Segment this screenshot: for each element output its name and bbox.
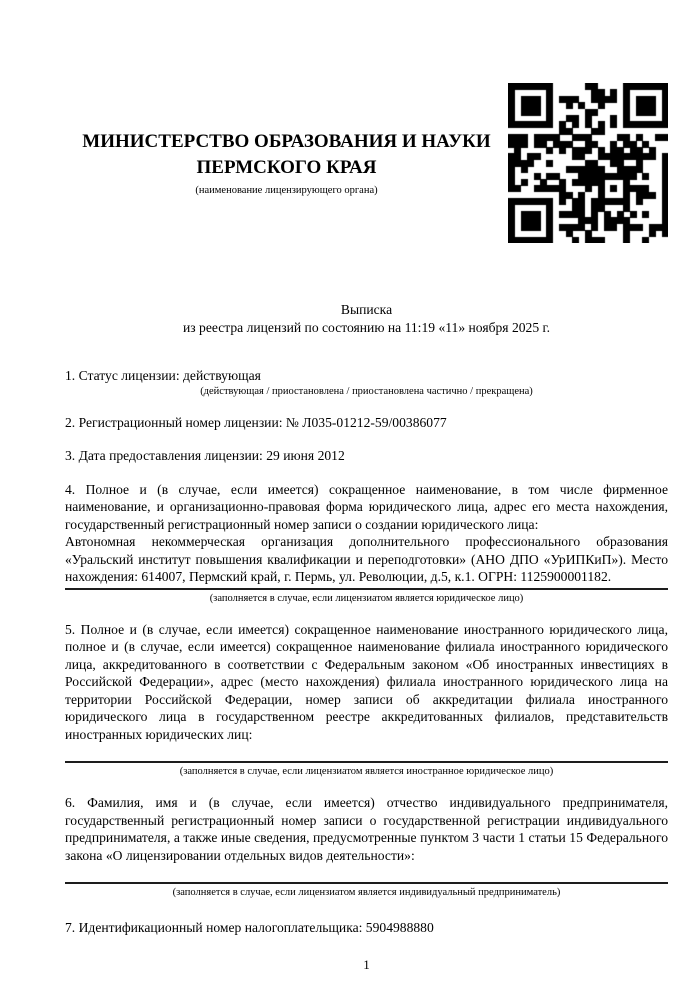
document-title-line1: Выписка <box>340 302 393 317</box>
item-grant-date: 3. Дата предоставления лицензии: 29 июня 2012 <box>65 448 345 463</box>
license-status-text: 1. Статус лицензии: действующая <box>65 368 261 383</box>
foreign-entity-note: (заполняется в случае, если лицензиатом является иностранное юридическое лицо) <box>179 766 554 777</box>
license-status-options-note: (действующая / приостановлена / приостановлена частично / прекращена) <box>200 385 533 397</box>
item-registration-number: 2. Регистрационный номер лицензии: № Л035-01212-59/00386077 <box>65 414 447 430</box>
foreign-entity-underline <box>65 761 668 763</box>
item-taxpayer-number: 7. Идентификационный номер налогоплательщика: 5904988880 <box>65 920 434 935</box>
item-license-status <box>65 367 668 398</box>
item-foreign-entity <box>65 621 668 779</box>
legal-entity-field-label: 4. Полное и (в случае, если имеется) сокращенное наименование, в том числе фирменное наименование, и организационно-правовая форма юридического лица, адрес его места нахождения, государственный регистрационный номер записи о создании юридического лица: <box>65 481 668 532</box>
document-header <box>65 83 668 243</box>
entrepreneur-note: (заполняется в случае, если лицензиатом является индивидуальный предприниматель) <box>172 887 561 898</box>
item-entrepreneur <box>65 794 668 899</box>
document-title <box>65 301 668 336</box>
authority-caption: (наименование лицензирующего органа) <box>195 185 378 196</box>
item-legal-entity <box>65 481 668 605</box>
entrepreneur-field-label: 6. Фамилия, имя и (в случае, если имеется) отчество индивидуального предпринимателя, государственный регистрационный номер записи о государственной регистрации индивидуального предпринимателя, а также иные сведения, предусмотренные пунктом 3 части 1 статьи 15 Федерального закона «О лицензировании отдельных видов деятельности»: <box>65 795 668 863</box>
legal-entity-note: (заполняется в случае, если лицензиатом является юридическое лицо) <box>209 592 524 604</box>
document-title-line2: из реестра лицензий по состоянию на 11:19 «11» ноября 2025 г. <box>182 319 550 335</box>
qr-code-image <box>508 83 668 243</box>
ministry-name-line1: МИНИСТЕРСТВО ОБРАЗОВАНИЯ И НАУКИ <box>82 131 491 152</box>
legal-entity-underline <box>65 588 668 590</box>
ministry-name-line2: ПЕРМСКОГО КРАЯ <box>196 157 377 178</box>
legal-entity-field-value: Автономная некоммерческая организация дополнительного профессионального образования «Уральский институт повышения квалификации и переподготовки» (АНО ДПО «УрИПКиП»). Место нахождения: 614007, Пермский край, г. Пермь, ул. Революции, д.5, к.1. ОГРН: 1125900001182. <box>65 534 668 584</box>
entrepreneur-underline <box>65 882 668 884</box>
licensing-authority-block <box>65 129 508 197</box>
page-number: 1 <box>363 956 370 972</box>
qr-code <box>508 83 668 243</box>
foreign-entity-field-label: 5. Полное и (в случае, если имеется) сокращенное наименование иностранного юридического лица, полное и (в случае, если имеется) сокращенное наименование филиала иностранного юридического лица, аккредитованного в соответствии с Федеральным законом «Об иностранных инвестициях в Российской Федерации», адрес (место нахождения) филиала иностранного юридического лица на территории Российской Федерации, номер записи об аккредитации филиала иностранного юридического лица в государственном реестре аккредитованных филиалов, представительств иностранных юридических лиц: <box>65 621 668 742</box>
